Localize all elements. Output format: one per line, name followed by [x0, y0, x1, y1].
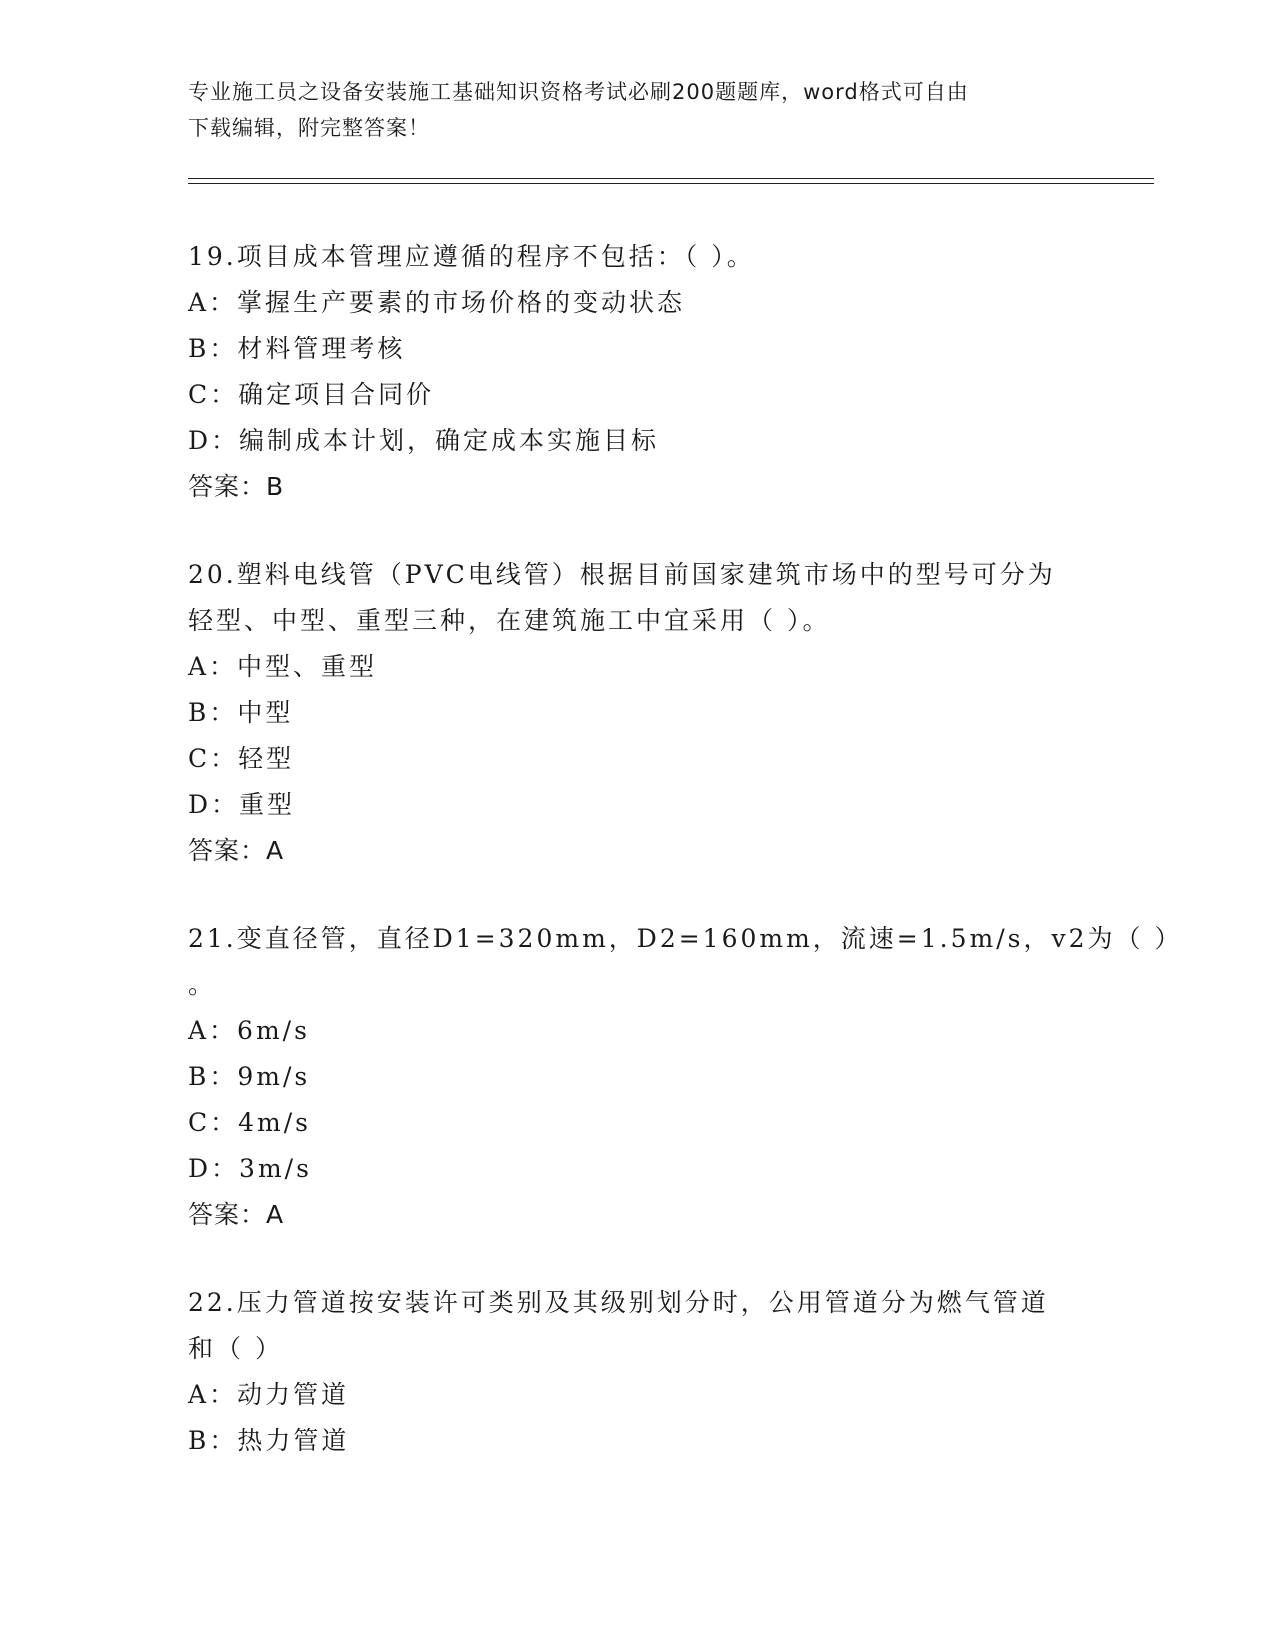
option-d: D：重型 — [188, 790, 296, 819]
option-a: A：中型、重型 — [188, 652, 378, 681]
option-b: B：中型 — [188, 698, 294, 727]
document-header — [188, 74, 1088, 146]
option-c: C：4m/s — [188, 1108, 311, 1137]
option-c: C：确定项目合同价 — [188, 380, 435, 409]
option-a: A：掌握生产要素的市场价格的变动状态 — [188, 288, 686, 317]
option-b: B：材料管理考核 — [188, 334, 406, 363]
option-b: B：热力管道 — [188, 1426, 350, 1455]
header-line-1: 专业施工员之设备安装施工基础知识资格考试必刷200题题库，word格式可自由 — [188, 80, 969, 104]
option-a: A：6m/s — [188, 1016, 310, 1045]
question-stem: 20.塑料电线管（PVC电线管）根据目前国家建筑市场中的型号可分为 — [188, 560, 1056, 589]
question-stem-continued: 和（ ） — [188, 1334, 283, 1363]
header-line-2: 下载编辑，附完整答案！ — [188, 116, 430, 140]
question-22 — [188, 1280, 1088, 1464]
question-stem: 19.项目成本管理应遵循的程序不包括：（ ）。 — [188, 242, 755, 271]
question-stem: 22.压力管道按安装许可类别及其级别划分时，公用管道分为燃气管道 — [188, 1288, 1049, 1317]
question-stem: 21.变直径管，直径D1=320mm，D2=160mm，流速=1.5m/s，v2为（ ） — [188, 924, 1183, 953]
answer: 答案：A — [188, 836, 285, 865]
option-d: D：编制成本计划，确定成本实施目标 — [188, 426, 660, 455]
question-list — [188, 234, 1183, 1506]
answer: 答案：B — [188, 472, 285, 501]
answer: 答案：A — [188, 1200, 285, 1229]
header-rule-bottom — [188, 183, 1154, 184]
question-20 — [188, 552, 1088, 874]
option-a: A：动力管道 — [188, 1380, 350, 1409]
option-b: B：9m/s — [188, 1062, 311, 1091]
question-stem-continued: 。 — [188, 970, 217, 999]
option-c: C：轻型 — [188, 744, 295, 773]
option-d: D：3m/s — [188, 1154, 312, 1183]
question-19 — [188, 234, 1088, 510]
question-21 — [188, 916, 1183, 1238]
question-stem-continued: 轻型、中型、重型三种，在建筑施工中宜采用（ ）。 — [188, 606, 831, 635]
header-rule-top — [188, 178, 1154, 179]
